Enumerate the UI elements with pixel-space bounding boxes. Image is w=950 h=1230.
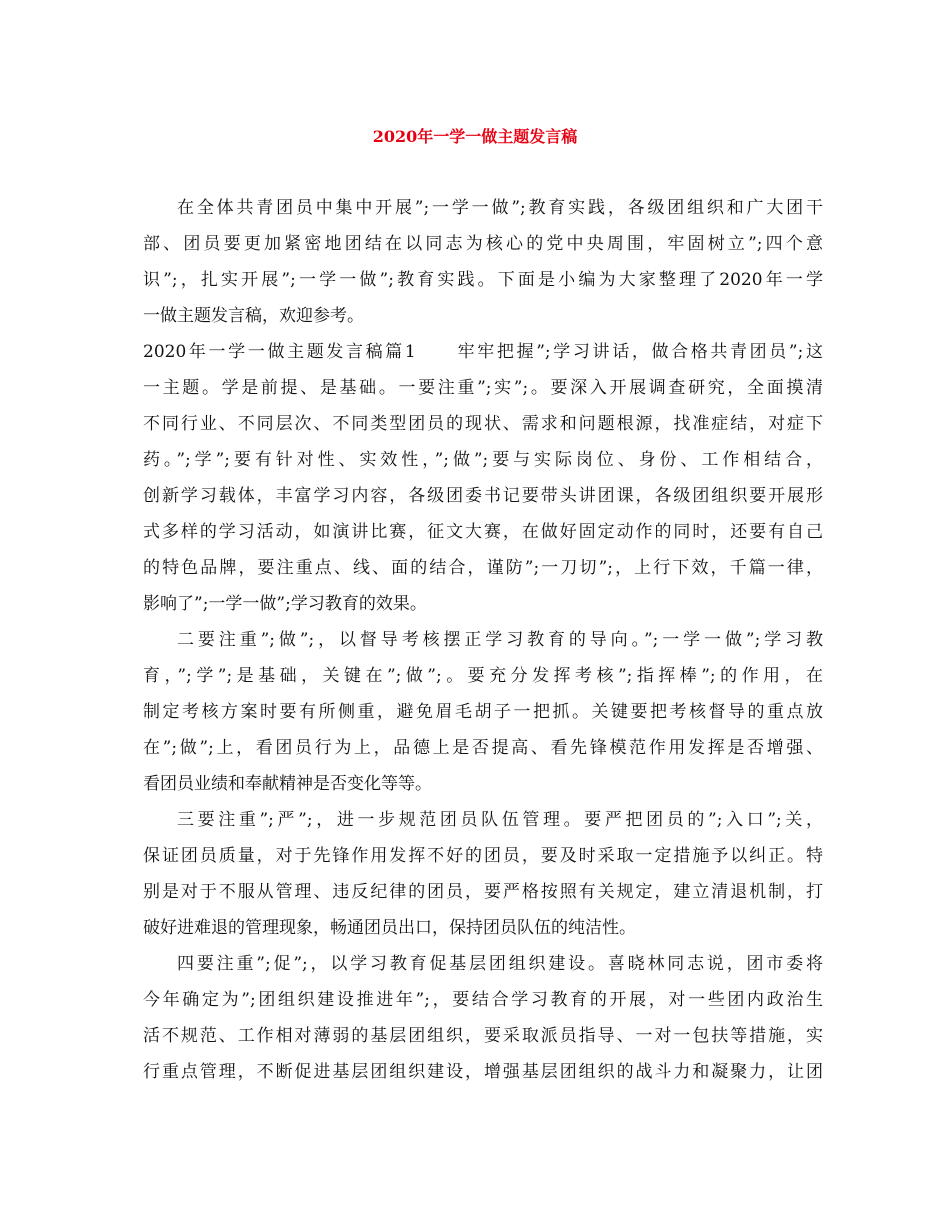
document-title: 2020年一学一做主题发言稿 (372, 127, 578, 146)
text-line: 保证团员质量，对于先锋作用发挥不好的团员，要及时采取一定措施予以纠正。特 (143, 846, 823, 866)
text-line: 部、团员要更加紧密地团结在以同志为核心的党中央周围，牢固树立”;四个意 (143, 234, 823, 254)
text-line: 四要注重”;促”;，以学习教育促基层团组织建设。喜晓林同志说，团市委将 (177, 954, 823, 974)
text-line: 三要注重”;严”;，进一步规范团员队伍管理。要严把团员的”;入口”;关， (177, 810, 823, 830)
text-line: 在全体共青团员中集中开展”;一学一做”;教育实践，各级团组织和广大团干 (177, 198, 823, 218)
text-line: 育，”;学”;是基础，关键在”;做”;。要充分发挥考核”;指挥棒”;的作用，在 (143, 666, 823, 686)
text-line: 活不规范、工作相对薄弱的基层团组织，要采取派员指导、一对一包扶等措施，实 (143, 1026, 823, 1046)
text-line: 式多样的学习活动，如演讲比赛，征文大赛，在做好固定动作的同时，还要有自己 (143, 522, 823, 542)
text-line: 一主题。学是前提、是基础。一要注重”;实”;。要深入开展调查研究，全面摸清 (143, 378, 823, 398)
text-line: 制定考核方案时要有所侧重，避免眉毛胡子一把抓。关键要把考核督导的重点放 (143, 702, 823, 722)
text-line: 二要注重”;做”;，以督导考核摆正学习教育的导向。”;一学一做”;学习教 (177, 630, 823, 650)
text-line: 药。”;学”;要有针对性、实效性，”;做”;要与实际岗位、身份、工作相结合， (143, 450, 823, 470)
text-line: 今年确定为”;团组织建设推进年”;，要结合学习教育的开展，对一些团内政治生 (143, 990, 823, 1010)
text-line: 行重点管理，不断促进基层团组织建设，增强基层团组织的战斗力和凝聚力，让团 (143, 1062, 823, 1082)
text-line: 创新学习载体，丰富学习内容，各级团委书记要带头讲团课，各级团组织要开展形 (143, 486, 823, 506)
text-line: 的特色品牌，要注重点、线、面的结合，谨防”;一刀切”;，上行下效，千篇一律， (143, 558, 823, 578)
text-line: 别是对于不服从管理、违反纪律的团员，要严格按照有关规定，建立清退机制，打 (143, 882, 823, 902)
text-line: 看团员业绩和奉献精神是否变化等等。 (143, 774, 432, 794)
text-line: 在”;做”;上，看团员行为上，品德上是否提高、看先锋模范作用发挥是否增强、 (143, 738, 823, 758)
text-line: 2020年一学一做主题发言稿篇1 牢牢把握”;学习讲话，做合格共青团员”;这 (143, 342, 823, 362)
text-line: 一做主题发言稿，欢迎参考。 (143, 306, 364, 326)
text-line: 破好进难退的管理现象，畅通团员出口，保持团员队伍的纯洁性。 (143, 918, 636, 938)
text-line: 识”;，扎实开展”;一学一做”;教育实践。下面是小编为大家整理了2020年一学 (143, 270, 823, 290)
text-line: 影响了”;一学一做”;学习教育的效果。 (143, 594, 427, 614)
text-line: 不同行业、不同层次、不同类型团员的现状、需求和问题根源，找准症结，对症下 (143, 414, 823, 434)
